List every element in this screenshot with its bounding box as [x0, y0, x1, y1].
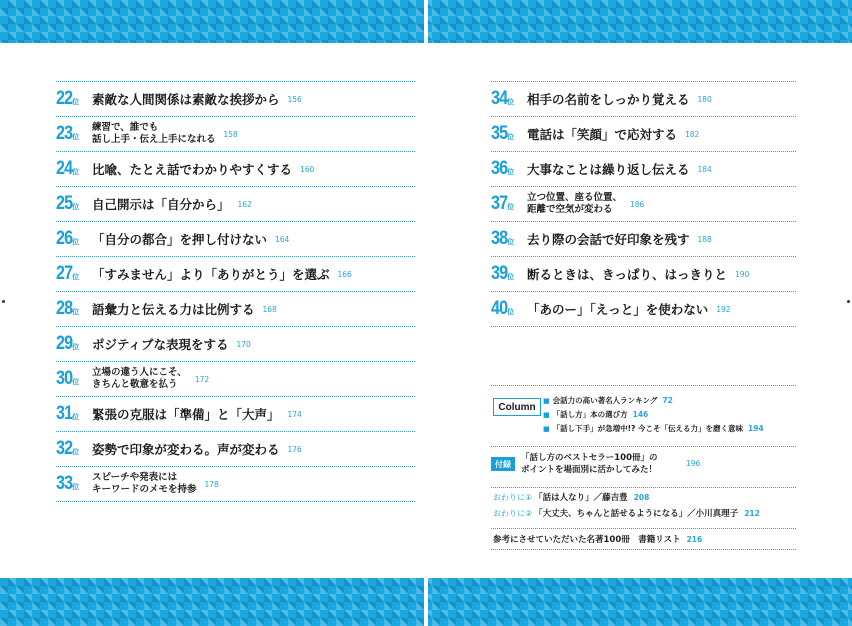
toc-entry[interactable]	[56, 221, 415, 256]
rank-suffix: 位	[72, 168, 80, 176]
entry-page: 174	[287, 409, 302, 419]
toc-entry[interactable]	[56, 151, 415, 186]
rank-value: 30	[56, 368, 73, 389]
rank-number	[56, 403, 90, 425]
entry-title: 自己開示は「自分から」	[92, 197, 230, 212]
entry-title: 姿勢で印象が変わる。声が変わる	[92, 442, 280, 457]
references-title: 参考にさせていただいた名著100冊 書籍リスト	[493, 535, 681, 545]
rank-number	[491, 158, 525, 180]
rank-number	[56, 263, 90, 285]
toc-entry[interactable]	[56, 326, 415, 361]
appendix-page: 196	[686, 459, 701, 468]
toc-entry[interactable]	[56, 396, 415, 431]
rank-suffix: 位	[72, 98, 80, 106]
rank-number	[491, 298, 525, 320]
rank-number	[491, 193, 525, 215]
entry-title: ポジティブな表現をする	[92, 337, 229, 352]
appendix-section[interactable]	[491, 446, 796, 485]
toc-entry[interactable]	[56, 256, 415, 291]
binding-dot-right	[847, 300, 850, 303]
rank-number	[491, 228, 525, 250]
rank-suffix: 位	[72, 308, 80, 316]
entry-page: 190	[735, 269, 750, 279]
column-badge: Column	[493, 398, 541, 416]
rank-value: 35	[491, 123, 508, 144]
toc-entry[interactable]	[56, 116, 415, 151]
toc-entry[interactable]	[491, 116, 796, 151]
afterword-title: 「大丈夫、ちゃんと話せるようになる」／小川真理子	[534, 509, 739, 519]
rank-number	[56, 158, 90, 180]
rank-suffix: 位	[72, 483, 80, 491]
column-item-page: 146	[632, 410, 649, 419]
entry-title: 「すみません」より「ありがとう」を選ぶ	[92, 267, 330, 282]
toc-entry[interactable]	[56, 361, 415, 396]
afterword-item[interactable]	[493, 491, 649, 503]
rank-suffix: 位	[72, 378, 80, 386]
rank-number	[56, 123, 90, 145]
top-page-gutter	[424, 0, 428, 43]
entry-title: 立場の違う人にこそ、 きちんと敬意を払う	[92, 367, 187, 390]
entry-page: 156	[287, 94, 302, 104]
rank-value: 22	[56, 88, 73, 109]
entry-title: 電話は「笑顔」で応対する	[527, 127, 678, 142]
afterword-title: 「話は人なり」／藤吉豊	[534, 493, 628, 503]
column-item[interactable]	[543, 408, 764, 422]
column-item[interactable]	[543, 422, 764, 436]
bullet-icon: ■	[543, 425, 550, 433]
entry-title: 練習で、誰でも 話し上手・伝え上手になれる	[92, 122, 216, 145]
rank-number	[491, 88, 525, 110]
toc-entry[interactable]	[491, 81, 796, 116]
rank-suffix: 位	[507, 308, 515, 316]
toc-left-column	[56, 81, 415, 502]
entry-title: 立つ位置、座る位置、 距離で空気が変わる	[527, 192, 623, 215]
column-item-title: 「話し方」本の選び方	[552, 410, 628, 419]
afterword-page: 212	[744, 509, 760, 518]
rank-suffix: 位	[507, 273, 515, 281]
rank-suffix: 位	[72, 448, 80, 456]
rank-value: 24	[56, 158, 73, 179]
toc-entry[interactable]	[56, 431, 415, 466]
entry-page: 192	[716, 304, 731, 314]
entry-title: スピーチや発表には キーワードのメモを持参	[92, 472, 197, 495]
toc-entry[interactable]	[491, 256, 796, 291]
rank-value: 31	[56, 403, 73, 424]
entry-page: 162	[237, 199, 252, 209]
rank-number	[56, 368, 90, 390]
toc-entry[interactable]	[491, 151, 796, 186]
rank-suffix: 位	[72, 273, 80, 281]
entry-page: 184	[697, 164, 712, 174]
rank-value: 28	[56, 298, 73, 319]
column-item-title: 会話力の高い著名人ランキング	[552, 396, 658, 405]
appendix-title: 「話し方のベストセラー100冊」の ポイントを場面別に活かしてみた！	[521, 453, 658, 475]
afterword-page: 208	[633, 493, 650, 502]
bullet-icon: ■	[543, 397, 550, 405]
column-item-page: 72	[662, 396, 673, 405]
afterword-section	[491, 487, 796, 524]
rank-number	[56, 298, 90, 320]
entry-page: 166	[337, 269, 352, 279]
toc-entry[interactable]	[491, 291, 796, 327]
column-item-title: 「話し下手」が急増中!? 今こそ「伝える力」を磨く意味	[552, 424, 744, 433]
entry-page: 172	[194, 374, 210, 384]
rank-suffix: 位	[507, 133, 515, 141]
toc-entry[interactable]	[491, 221, 796, 256]
rank-value: 39	[491, 263, 508, 284]
entry-page: 168	[262, 304, 277, 314]
rank-value: 23	[56, 123, 73, 144]
rank-value: 38	[491, 228, 508, 249]
bottom-page-gutter	[424, 578, 428, 626]
references-item	[493, 533, 702, 545]
rank-suffix: 位	[72, 238, 80, 246]
entry-page: 180	[697, 94, 712, 104]
entry-page: 164	[275, 234, 290, 244]
entry-page: 160	[300, 164, 315, 174]
rank-number	[56, 228, 90, 250]
rank-number	[56, 193, 90, 215]
rank-value: 29	[56, 333, 73, 354]
entry-page: 182	[685, 129, 700, 139]
afterword-item[interactable]	[493, 507, 760, 519]
entry-page: 158	[223, 129, 238, 139]
toc-right-column	[491, 81, 796, 327]
column-items	[543, 394, 764, 436]
rank-suffix: 位	[72, 203, 80, 211]
rank-suffix: 位	[72, 133, 80, 141]
binding-dot-left	[2, 300, 5, 303]
toc-entry[interactable]	[56, 81, 415, 116]
entry-title: 「あのー」「えっと」を使わない	[527, 302, 709, 317]
entry-title: 「自分の都合」を押し付けない	[92, 232, 268, 247]
entry-title: 断るときは、きっぱり、はっきりと	[527, 267, 728, 282]
rank-value: 33	[56, 473, 73, 494]
entry-page: 176	[287, 444, 302, 454]
references-page: 216	[686, 535, 703, 544]
rank-number	[491, 263, 525, 285]
toc-entry[interactable]	[56, 186, 415, 221]
entry-page: 188	[697, 234, 712, 244]
rank-value: 32	[56, 438, 73, 459]
entry-title: 大事なことは繰り返し伝える	[527, 162, 690, 177]
entry-page: 170	[236, 339, 251, 349]
rank-suffix: 位	[72, 413, 80, 421]
rank-number	[56, 438, 90, 460]
toc-entry[interactable]	[491, 186, 796, 221]
entry-title: 相手の名前をしっかり覚える	[527, 92, 690, 107]
appendix-badge: 付録	[491, 457, 515, 471]
column-item-page: 194	[748, 424, 764, 433]
rank-suffix: 位	[72, 343, 80, 351]
entry-page: 186	[630, 199, 645, 209]
rank-suffix: 位	[507, 203, 515, 211]
references-section[interactable]	[491, 528, 796, 550]
entry-title: 語彙力と伝える力は比例する	[92, 302, 255, 317]
entry-title: 去り際の会話で好印象を残す	[527, 232, 690, 247]
rank-value: 27	[56, 263, 73, 284]
entry-title: 比喩、たとえ話でわかりやすくする	[92, 162, 293, 177]
entry-page: 178	[204, 479, 219, 489]
rank-number	[491, 123, 525, 145]
rank-value: 40	[491, 298, 508, 319]
rank-number	[56, 333, 90, 355]
rank-value: 34	[491, 88, 508, 109]
rank-number	[56, 473, 90, 495]
afterword-label: おわりに②	[493, 509, 533, 518]
rank-suffix: 位	[507, 238, 515, 246]
rank-value: 36	[491, 158, 508, 179]
entry-title: 素敵な人間関係は素敵な挨拶から	[92, 92, 280, 107]
rank-value: 25	[56, 193, 73, 214]
toc-entry[interactable]	[56, 291, 415, 326]
bullet-icon: ■	[543, 411, 550, 419]
rank-value: 26	[56, 228, 73, 249]
rank-value: 37	[491, 193, 508, 214]
toc-entry[interactable]	[56, 466, 415, 502]
entry-title: 緊張の克服は「準備」と「大声」	[92, 407, 280, 422]
column-item[interactable]	[543, 394, 764, 408]
rank-suffix: 位	[507, 168, 515, 176]
rank-suffix: 位	[507, 98, 515, 106]
rank-number	[56, 88, 90, 110]
afterword-label: おわりに①	[493, 493, 533, 502]
column-section	[491, 385, 796, 441]
